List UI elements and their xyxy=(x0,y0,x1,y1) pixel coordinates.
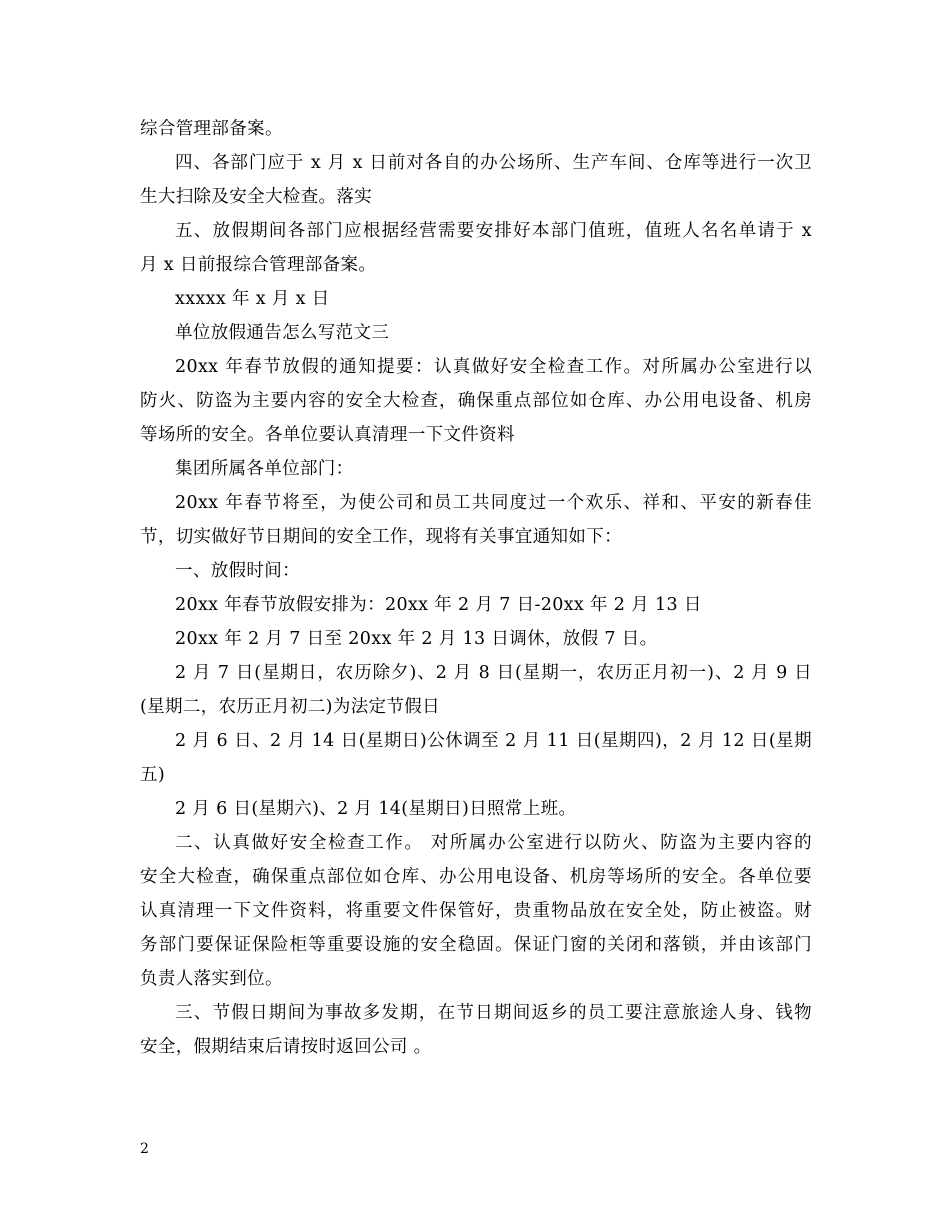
text-line: 安全大检查，确保重点部位如仓库、办公用电设备、机房等场所的安全。各单位要 xyxy=(140,867,812,887)
text-line: 20xx 年 2 月 7 日至 20xx 年 2 月 13 日调休，放假 7 日。 xyxy=(175,629,658,649)
text-line: 三、节假日期间为事故多发期，在节日期间返乡的员工要注意旅途人身、钱物 xyxy=(175,1003,812,1023)
text-line: 生大扫除及安全大检查。落实 xyxy=(140,187,373,207)
text-line: 二、认真做好安全检查工作。 对所属办公室进行以防火、防盗为主要内容的 xyxy=(175,833,812,853)
text-line: 五、放假期间各部门应根据经营需要安排好本部门值班，值班人名名单请于 x xyxy=(175,221,812,241)
text-line: 月 x 日前报综合管理部备案。 xyxy=(140,255,377,275)
text-line: 集团所属各单位部门： xyxy=(175,459,354,479)
document-body xyxy=(140,112,812,1064)
text-line: 综合管理部备案。 xyxy=(140,119,283,139)
page-number: 2 xyxy=(140,1141,149,1157)
text-line: 负责人落实到位。 xyxy=(140,969,283,989)
text-line: 等场所的安全。各单位要认真清理一下文件资料 xyxy=(140,425,515,445)
text-line: 2 月 6 日、2 月 14 日(星期日)公休调至 2 月 11 日(星期四)，2 月 12 日(星期 xyxy=(175,731,812,751)
text-line: 一、放假时间： xyxy=(175,561,300,581)
text-line: 防火、防盗为主要内容的安全大检查，确保重点部位如仓库、办公用电设备、机房 xyxy=(140,391,812,411)
text-line: 四、各部门应于 x 月 x 日前对各自的办公场所、生产车间、仓库等进行一次卫 xyxy=(175,153,812,173)
text-line: xxxxx 年 x 月 x 日 xyxy=(175,289,330,309)
text-line: 认真清理一下文件资料，将重要文件保管好，贵重物品放在安全处，防止被盗。财 xyxy=(140,901,812,921)
text-line: 务部门要保证保险柜等重要设施的安全稳固。保证门窗的关闭和落锁，并由该部门 xyxy=(140,935,812,955)
text-line: 节，切实做好节日期间的安全工作，现将有关事宜通知如下： xyxy=(140,527,622,547)
text-line: 20xx 年春节放假安排为：20xx 年 2 月 7 日-20xx 年 2 月 13 日 xyxy=(175,595,702,615)
text-line: 2 月 6 日(星期六)、2 月 14(星期日)日照常上班。 xyxy=(175,799,577,819)
text-line: 2 月 7 日(星期日，农历除夕)、2 月 8 日(星期一，农历正月初一)、2 月 9 日 xyxy=(175,663,812,683)
text-line: 单位放假通告怎么写范文三 xyxy=(175,323,390,343)
text-line: 五) xyxy=(140,765,166,785)
text-line: 20xx 年春节将至，为使公司和员工共同度过一个欢乐、祥和、平安的新春佳 xyxy=(175,493,812,513)
text-line: 安全，假期结束后请按时返回公司 。 xyxy=(140,1037,432,1057)
text-line: 20xx 年春节放假的通知提要：认真做好安全检查工作。对所属办公室进行以 xyxy=(175,357,812,377)
text-line: (星期二，农历正月初二)为法定节假日 xyxy=(140,697,440,717)
